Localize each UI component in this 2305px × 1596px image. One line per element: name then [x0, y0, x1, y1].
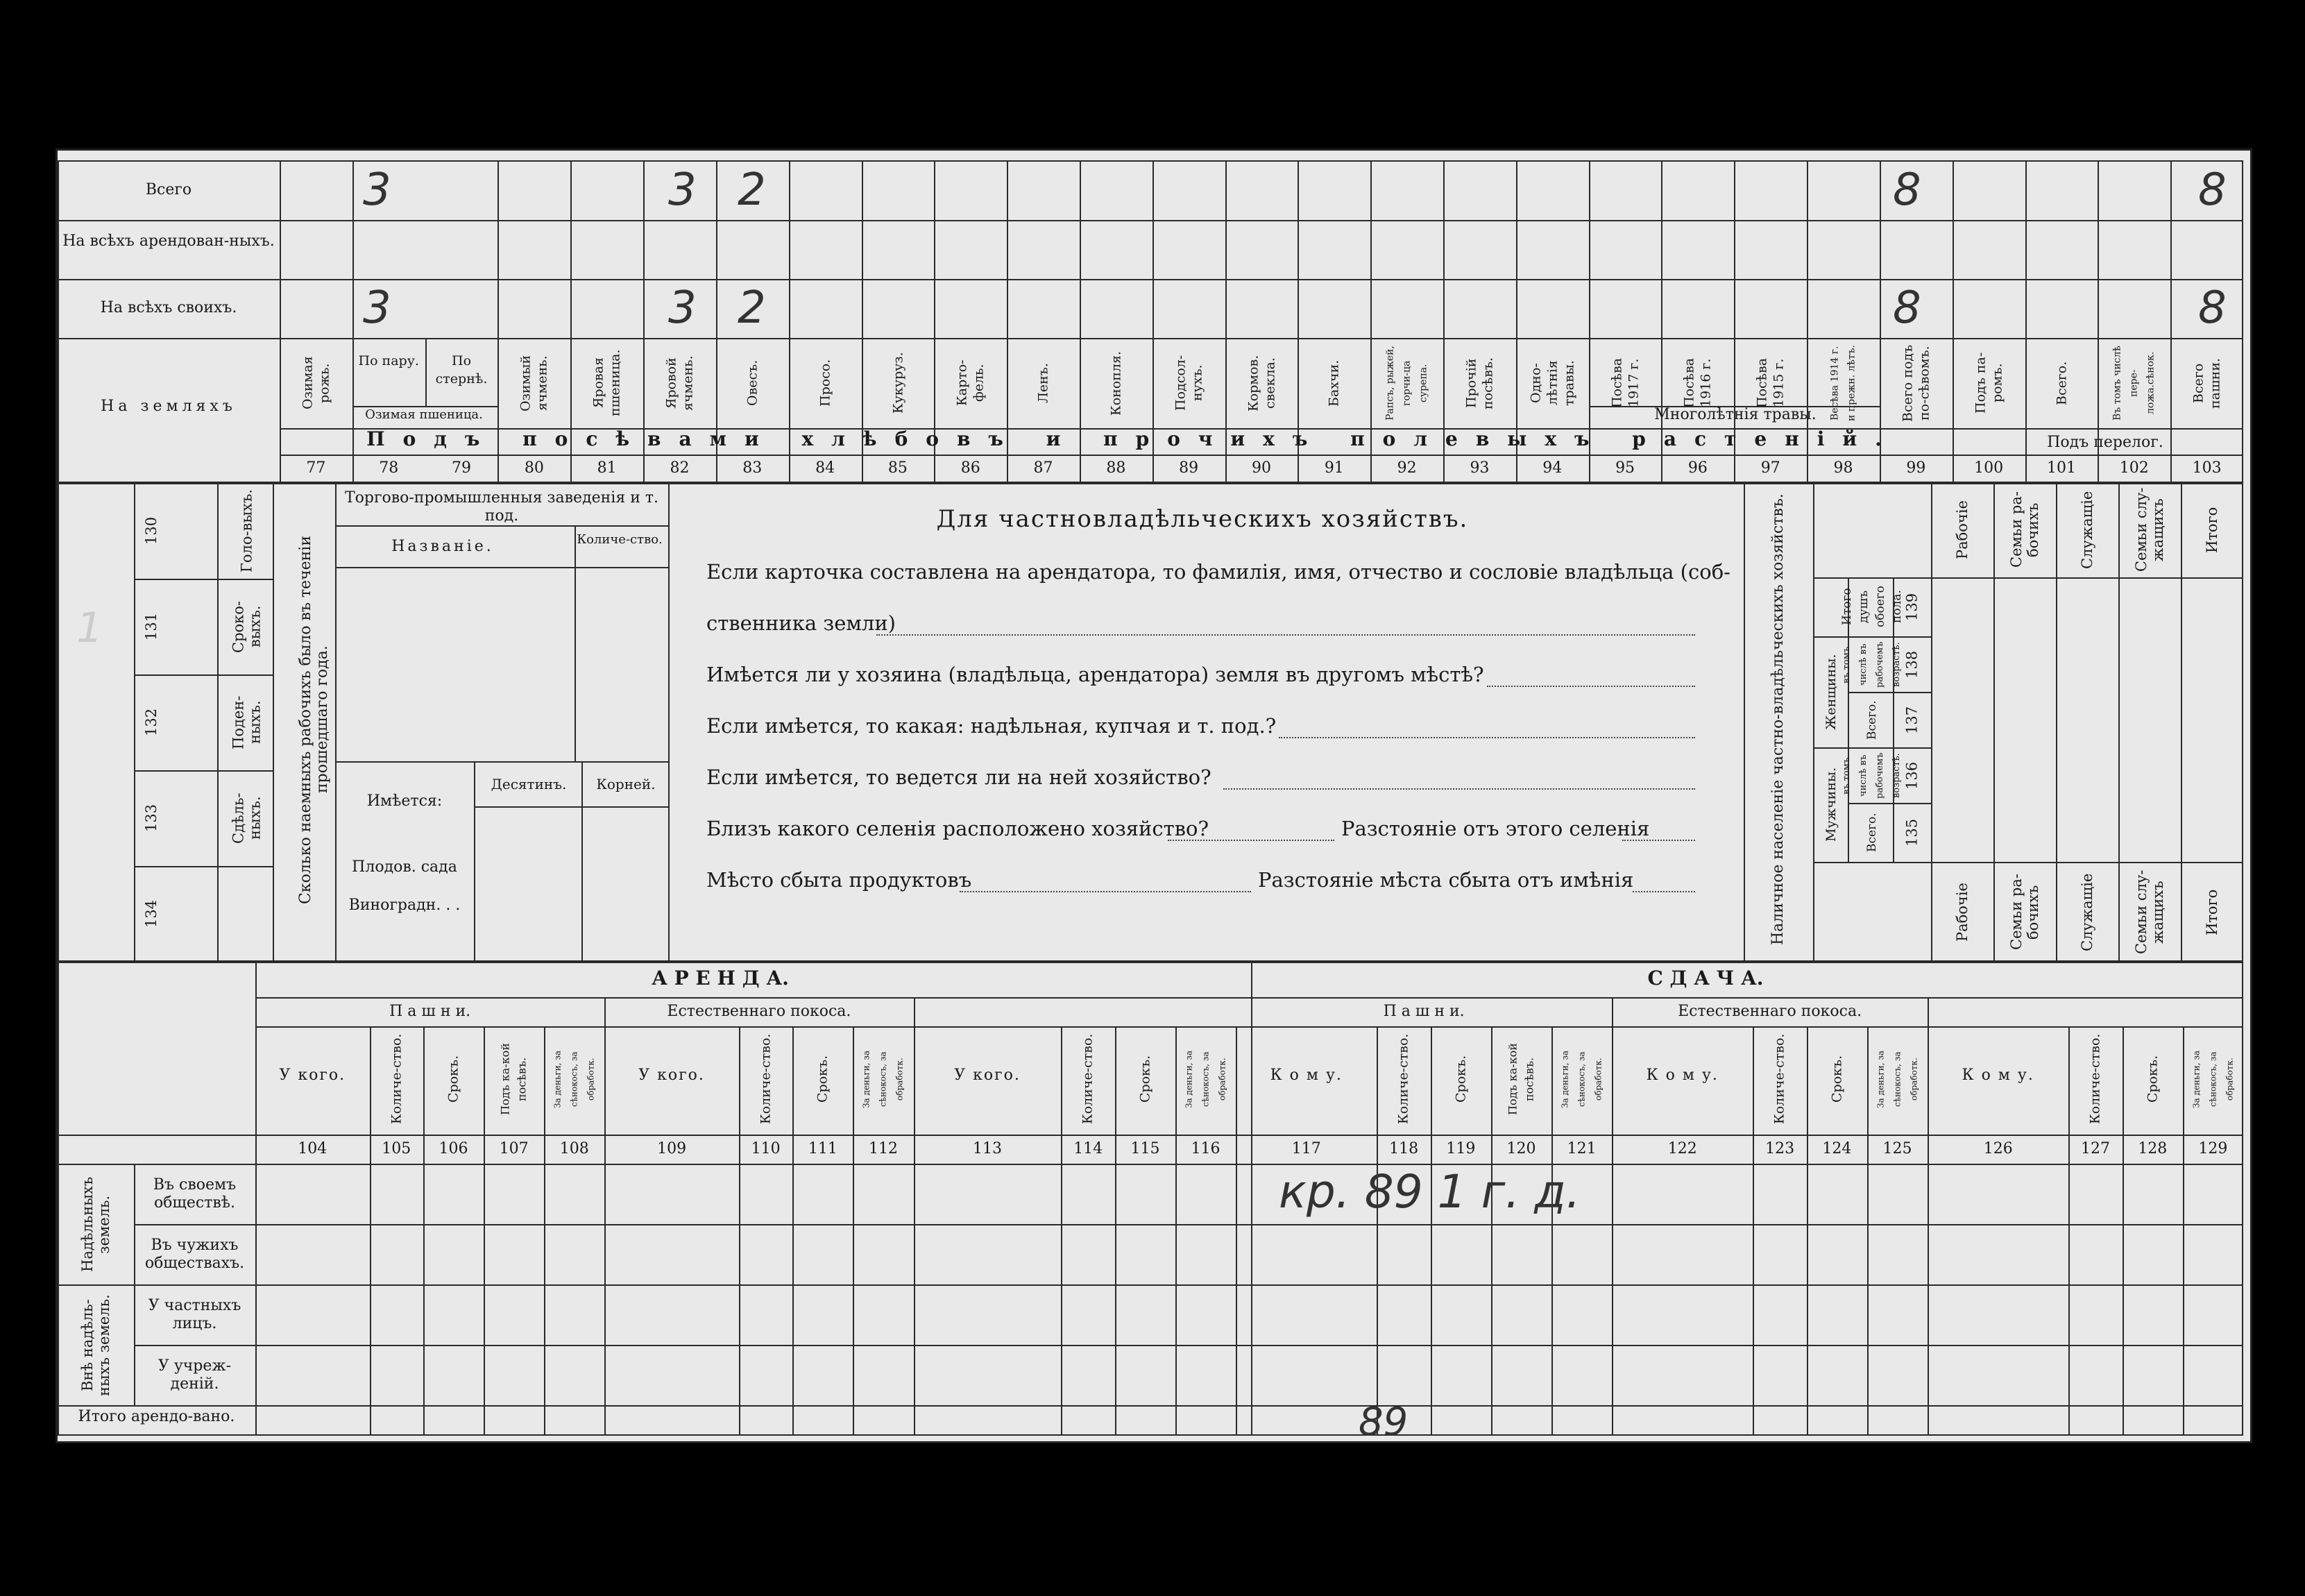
worker-num-134: 134: [143, 899, 160, 928]
bottom-col-num-118: 118: [1389, 1140, 1419, 1157]
bottom-col-num-107: 107: [499, 1140, 529, 1157]
top-col-label-93: Прочій посѣвъ.: [1463, 357, 1496, 409]
top-col-num-97: 97: [1760, 459, 1780, 477]
hw-own-83: 2: [738, 282, 766, 334]
bottom-col-label-116: За деньги, за сѣнокосъ, за обработк.: [1184, 1050, 1227, 1108]
bottom-col-num-112: 112: [868, 1140, 898, 1157]
margin-mark: 1: [76, 604, 103, 652]
bottom-col-num-124: 124: [1822, 1140, 1852, 1157]
bottom-col-label-123: Количе-ство.: [1772, 1033, 1788, 1125]
bottom-col-label-113: У кого.: [954, 1067, 1021, 1084]
top-col-label-96: Посѣва 1916 г.: [1681, 357, 1714, 409]
worker-label-132: Поден-ныхъ.: [230, 695, 264, 749]
top-col-label-89: Подсол-нухъ.: [1173, 355, 1205, 411]
pop-num-139: 139: [1903, 593, 1921, 621]
top-col-num-96: 96: [1687, 459, 1708, 477]
top-col-label-82: Яровой ячмень.: [663, 355, 696, 411]
bottom-col-num-113: 113: [973, 1140, 1003, 1157]
top-col-num-80: 80: [524, 459, 544, 477]
top-col-num-79: 79: [452, 459, 472, 477]
women-label: Женщины.: [1823, 654, 1839, 730]
q5: Близъ какого селенія расположено хозяйство?: [706, 817, 1209, 840]
top-col-num-86: 86: [960, 459, 980, 477]
top-col-num-77: 77: [306, 459, 326, 477]
pop-num-135: 135: [1903, 818, 1921, 847]
top-col-num-90: 90: [1251, 459, 1271, 477]
top-col-label-88: Конопля.: [1108, 350, 1124, 416]
q4: Если имѣется, то ведется ли на ней хозяйство?: [706, 765, 1211, 789]
top-col-num-91: 91: [1324, 459, 1344, 477]
worker-num-133: 133: [143, 804, 160, 833]
staff-bot-4: Итого: [2204, 889, 2220, 935]
row-label-total: Всего: [145, 181, 192, 198]
top-col-label-79: По стернѣ.: [435, 353, 488, 387]
bottom-col-num-105: 105: [382, 1140, 411, 1157]
sdacha-banner: С Д А Ч А.: [1647, 967, 1764, 990]
bottom-col-label-120: Подъ ка-кой посѣвъ.: [1506, 1043, 1536, 1115]
top-col-num-81: 81: [597, 459, 617, 477]
top-col-num-88: 88: [1106, 459, 1126, 477]
bottom-col-label-127: Количе-ство.: [2088, 1033, 2104, 1125]
hw-own-78: 3: [363, 282, 391, 334]
top-col-num-85: 85: [887, 459, 908, 477]
top-col-label-77: Озимая рожь.: [300, 356, 332, 410]
bottom-col-label-122: К о м у.: [1646, 1067, 1719, 1084]
top-col-num-103: 103: [2192, 459, 2222, 477]
top-col-label-83: Овесъ.: [745, 359, 760, 407]
arenda-pashni: П а ш н и.: [389, 1003, 471, 1020]
top-col-num-95: 95: [1615, 459, 1635, 477]
bottom-col-num-110: 110: [751, 1140, 781, 1157]
worker-num-131: 131: [143, 612, 160, 641]
sdacha-pashni: П а ш н и.: [1383, 1003, 1465, 1020]
worker-label-130: Голо-выхъ.: [238, 489, 255, 573]
trade-header: Торгово-промышленныя заведенія и т. под.: [344, 489, 659, 525]
group-allotted: Надѣльныхъ земель.: [79, 1176, 112, 1273]
staff-top-0: Рабочіе: [1954, 500, 1971, 559]
desyatin-header: Десятинъ.: [491, 776, 567, 792]
bottom-col-label-110: Количе-ство.: [758, 1033, 774, 1125]
hw-note: кр. 89 1 г. д.: [1279, 1165, 1581, 1219]
top-col-label-94: Одно-лѣтнія травы.: [1528, 360, 1577, 406]
top-col-label-84: Просо.: [817, 359, 833, 407]
bottom-col-num-106: 106: [439, 1140, 468, 1157]
arenda-banner: А Р Е Н Д А.: [652, 967, 789, 990]
bottom-col-num-104: 104: [298, 1140, 328, 1157]
sdacha-pokos: Естественнаго покоса.: [1678, 1003, 1862, 1020]
top-col-num-87: 87: [1033, 459, 1053, 477]
bottom-col-label-106: Срокъ.: [445, 1055, 461, 1103]
bottom-col-label-117: К о м у.: [1270, 1067, 1343, 1084]
bottom-col-label-109: У кого.: [638, 1067, 705, 1084]
top-col-label-103: Всего пашни.: [2191, 357, 2223, 409]
top-col-label-85: Кукуруз.: [890, 352, 905, 414]
row-total-rented: Итого арендо-вано.: [78, 1408, 235, 1425]
staff-bot-0: Рабочіе: [1954, 883, 1971, 942]
bottom-col-label-129: За деньги, за сѣнокосъ, за обработк.: [2191, 1050, 2235, 1108]
men-label: Мужчины.: [1823, 767, 1839, 842]
hw-own-99: 8: [1893, 282, 1921, 334]
top-col-label-97: Посѣва 1915 г.: [1754, 357, 1787, 409]
hw-total-rented: 89: [1359, 1400, 1409, 1445]
staff-bot-3: Семьи слу-жащихъ: [2133, 869, 2166, 955]
bottom-col-label-128: Срокъ.: [2145, 1055, 2161, 1103]
staff-top-1: Семьи ра-бочихъ: [2008, 491, 2041, 568]
top-col-label-98: Весѣва 1914 г. и прежн. лѣтъ.: [1829, 345, 1857, 421]
top-col-label-101: Всего.: [2053, 361, 2069, 405]
bottom-col-num-126: 126: [1983, 1140, 2013, 1157]
bottom-col-num-114: 114: [1073, 1140, 1103, 1157]
perennial-group: Многолѣтнія травы.: [1654, 406, 1817, 423]
worker-label-133: Сдѣль-ныхъ.: [230, 792, 264, 844]
bottom-col-num-121: 121: [1567, 1140, 1597, 1157]
bottom-col-label-114: Количе-ство.: [1080, 1033, 1096, 1125]
bottom-col-num-108: 108: [559, 1140, 589, 1157]
bottom-col-label-125: За деньги, за сѣнокосъ, за обработк.: [1876, 1050, 1919, 1108]
top-col-num-83: 83: [742, 459, 763, 477]
staff-bot-1: Семьи ра-бочихъ: [2008, 874, 2041, 951]
top-col-num-82: 82: [670, 459, 690, 477]
row-own-society: Въ своемъ обществѣ.: [153, 1176, 237, 1212]
q6: Мѣсто сбыта продуктовъ: [706, 868, 972, 892]
pop-num-136: 136: [1903, 761, 1921, 790]
bottom-col-label-115: Срокъ.: [1137, 1055, 1153, 1103]
top-col-num-92: 92: [1397, 459, 1417, 477]
bottom-col-num-117: 117: [1291, 1140, 1321, 1157]
hw-own-82: 3: [668, 282, 697, 334]
row-label-own: На всѣхъ своихъ.: [100, 299, 237, 316]
top-col-num-100: 100: [1974, 459, 2004, 477]
group-non-allotted: Внѣ надѣль-ныхъ земель.: [79, 1294, 112, 1396]
hw-total-83: 2: [738, 164, 766, 216]
trade-name-header: Названіе.: [391, 538, 494, 555]
worker-num-130: 130: [143, 516, 160, 545]
orchard-label: Плодов. сада: [352, 858, 457, 876]
row-institutions: У учреж-деній.: [158, 1357, 232, 1393]
q2: Имѣется ли у хозяина (владѣльца, арендатора) земля въ другомъ мѣстѣ?: [706, 663, 1484, 686]
hw-total-82: 3: [668, 164, 697, 216]
top-col-num-94: 94: [1542, 459, 1563, 477]
bottom-col-num-125: 125: [1882, 1140, 1912, 1157]
top-col-label-99: Всего подъ по-сѣвомъ.: [1900, 344, 1932, 422]
bottom-col-label-104: У кого.: [279, 1067, 346, 1084]
top-col-label-95: Посѣва 1917 г.: [1609, 357, 1642, 409]
men-all: Всего.: [1865, 813, 1879, 853]
q1b: ственника земли): [706, 611, 896, 635]
bottom-col-num-111: 111: [808, 1140, 837, 1157]
bottom-col-label-105: Количе-ство.: [389, 1033, 405, 1125]
bottom-col-label-126: К о м у.: [1962, 1067, 2034, 1084]
top-col-label-78: По пару.: [358, 353, 419, 368]
wheat-group: Озимая пшеница.: [365, 407, 483, 422]
q1a: Если карточка составлена на арендатора, то фамилія, имя, отчество и сословіе владѣльца (соб-: [706, 560, 1730, 584]
top-col-num-98: 98: [1833, 459, 1853, 477]
population-label: Наличное населеніе частно-владѣльческихъ хозяйствъ.: [1769, 493, 1787, 946]
fallow-group: Подъ перелог.: [2047, 434, 2163, 451]
bottom-col-num-120: 120: [1506, 1140, 1536, 1157]
bottom-col-num-123: 123: [1765, 1140, 1795, 1157]
row-label-lands: На земляхъ: [101, 398, 237, 415]
roots-header: Корней.: [596, 776, 656, 792]
staff-top-3: Семьи слу-жащихъ: [2133, 487, 2166, 572]
pop-num-137: 137: [1903, 706, 1921, 735]
pop-total-both: Итого душъ обоего пола.: [1840, 586, 1904, 628]
men-working: въ томъ числѣ въ рабочемъ возрастѣ.: [1842, 752, 1902, 799]
hired-workers-label: Сколько наемныхъ рабочихъ было въ теченіи прошедшаго года.: [297, 535, 331, 904]
private-title: Для частновладѣльческихъ хозяйствъ.: [936, 505, 1469, 533]
top-col-num-99: 99: [1906, 459, 1926, 477]
q5b: Разстояніе отъ этого селенія: [1341, 817, 1650, 840]
bottom-col-label-111: Срокъ.: [815, 1055, 831, 1103]
bottom-col-num-109: 109: [657, 1140, 687, 1157]
women-all: Всего.: [1865, 700, 1879, 740]
worker-label-134: [224, 869, 269, 959]
q6b: Разстояніе мѣста сбыта отъ имѣнія: [1258, 868, 1634, 892]
census-card-sheet: [56, 148, 2252, 1443]
staff-top-4: Итого: [2204, 507, 2220, 553]
sown-banner: Подъ посѣвами хлѣбовъ и прочихъ полевыхъ растеній.: [366, 427, 1900, 450]
bottom-col-num-127: 127: [2081, 1140, 2111, 1157]
top-col-num-78: 78: [379, 459, 399, 477]
top-col-label-87: Ленъ.: [1035, 363, 1051, 403]
bottom-col-label-118: Количе-ство.: [1396, 1033, 1412, 1125]
women-working: въ томъ числѣ въ рабочемъ возрастѣ.: [1842, 641, 1902, 688]
top-col-num-101: 101: [2046, 459, 2076, 477]
hw-total-78: 3: [363, 164, 391, 216]
staff-bot-2: Служащіе: [2079, 873, 2095, 951]
bottom-col-label-121: За деньги, за сѣнокосъ, за обработк.: [1560, 1050, 1604, 1108]
top-col-label-80: Озимый ячмень.: [518, 355, 550, 411]
bottom-col-num-129: 129: [2198, 1140, 2228, 1157]
bottom-col-label-124: Срокъ.: [1829, 1055, 1845, 1103]
arenda-pokos: Естественнаго покоса.: [667, 1003, 851, 1020]
top-col-num-89: 89: [1179, 459, 1199, 477]
top-col-num-102: 102: [2119, 459, 2149, 477]
top-col-label-81: Яровая пшеница.: [590, 349, 623, 417]
worker-label-131: Сроко-выхъ.: [230, 600, 264, 653]
top-col-label-102: Въ томъ числѣ пере-ложа.сѣнок.: [2111, 346, 2157, 421]
bottom-col-num-128: 128: [2138, 1140, 2168, 1157]
worker-num-132: 132: [143, 708, 160, 737]
top-col-label-90: Кормов. свекла.: [1245, 355, 1277, 411]
hw-total-103: 8: [2198, 164, 2227, 216]
has-label: Имѣется:: [366, 792, 443, 810]
bottom-col-label-112: За деньги, за сѣнокосъ, за обработк.: [861, 1050, 905, 1108]
top-col-label-91: Бахчи.: [1326, 359, 1342, 407]
bottom-col-num-119: 119: [1446, 1140, 1476, 1157]
hw-own-103: 8: [2198, 282, 2227, 334]
bottom-col-num-116: 116: [1191, 1140, 1220, 1157]
row-label-rented: На всѣхъ арендован-ныхъ.: [62, 232, 275, 250]
q3: Если имѣется, то какая: надѣльная, купчая и т. под.?: [706, 714, 1277, 738]
top-col-label-100: Подъ па-ромъ.: [1973, 352, 2005, 414]
bottom-col-label-119: Срокъ.: [1453, 1055, 1469, 1103]
hw-total-99: 8: [1893, 164, 1921, 216]
vineyard-label: Виноградн. . .: [348, 897, 461, 914]
bottom-col-num-115: 115: [1130, 1140, 1160, 1157]
top-col-label-86: Карто-фель.: [954, 359, 987, 407]
pop-num-138: 138: [1903, 650, 1921, 679]
row-private-persons: У частныхъ лицъ.: [148, 1297, 241, 1332]
top-col-label-92: Рапсъ, рыжей, горчи-ца сурепа.: [1384, 346, 1429, 421]
bottom-col-num-122: 122: [1667, 1140, 1697, 1157]
bottom-col-label-108: За деньги, за сѣнокосъ, за обработк.: [552, 1050, 596, 1108]
top-col-num-93: 93: [1470, 459, 1490, 477]
staff-top-2: Служащіе: [2079, 491, 2095, 569]
bottom-col-label-107: Подъ ка-кой посѣвъ.: [498, 1043, 529, 1115]
trade-qty-header: Количе-ство.: [577, 532, 663, 547]
top-col-num-84: 84: [815, 459, 835, 477]
row-other-societies: Въ чужихъ обществахъ.: [144, 1237, 245, 1272]
